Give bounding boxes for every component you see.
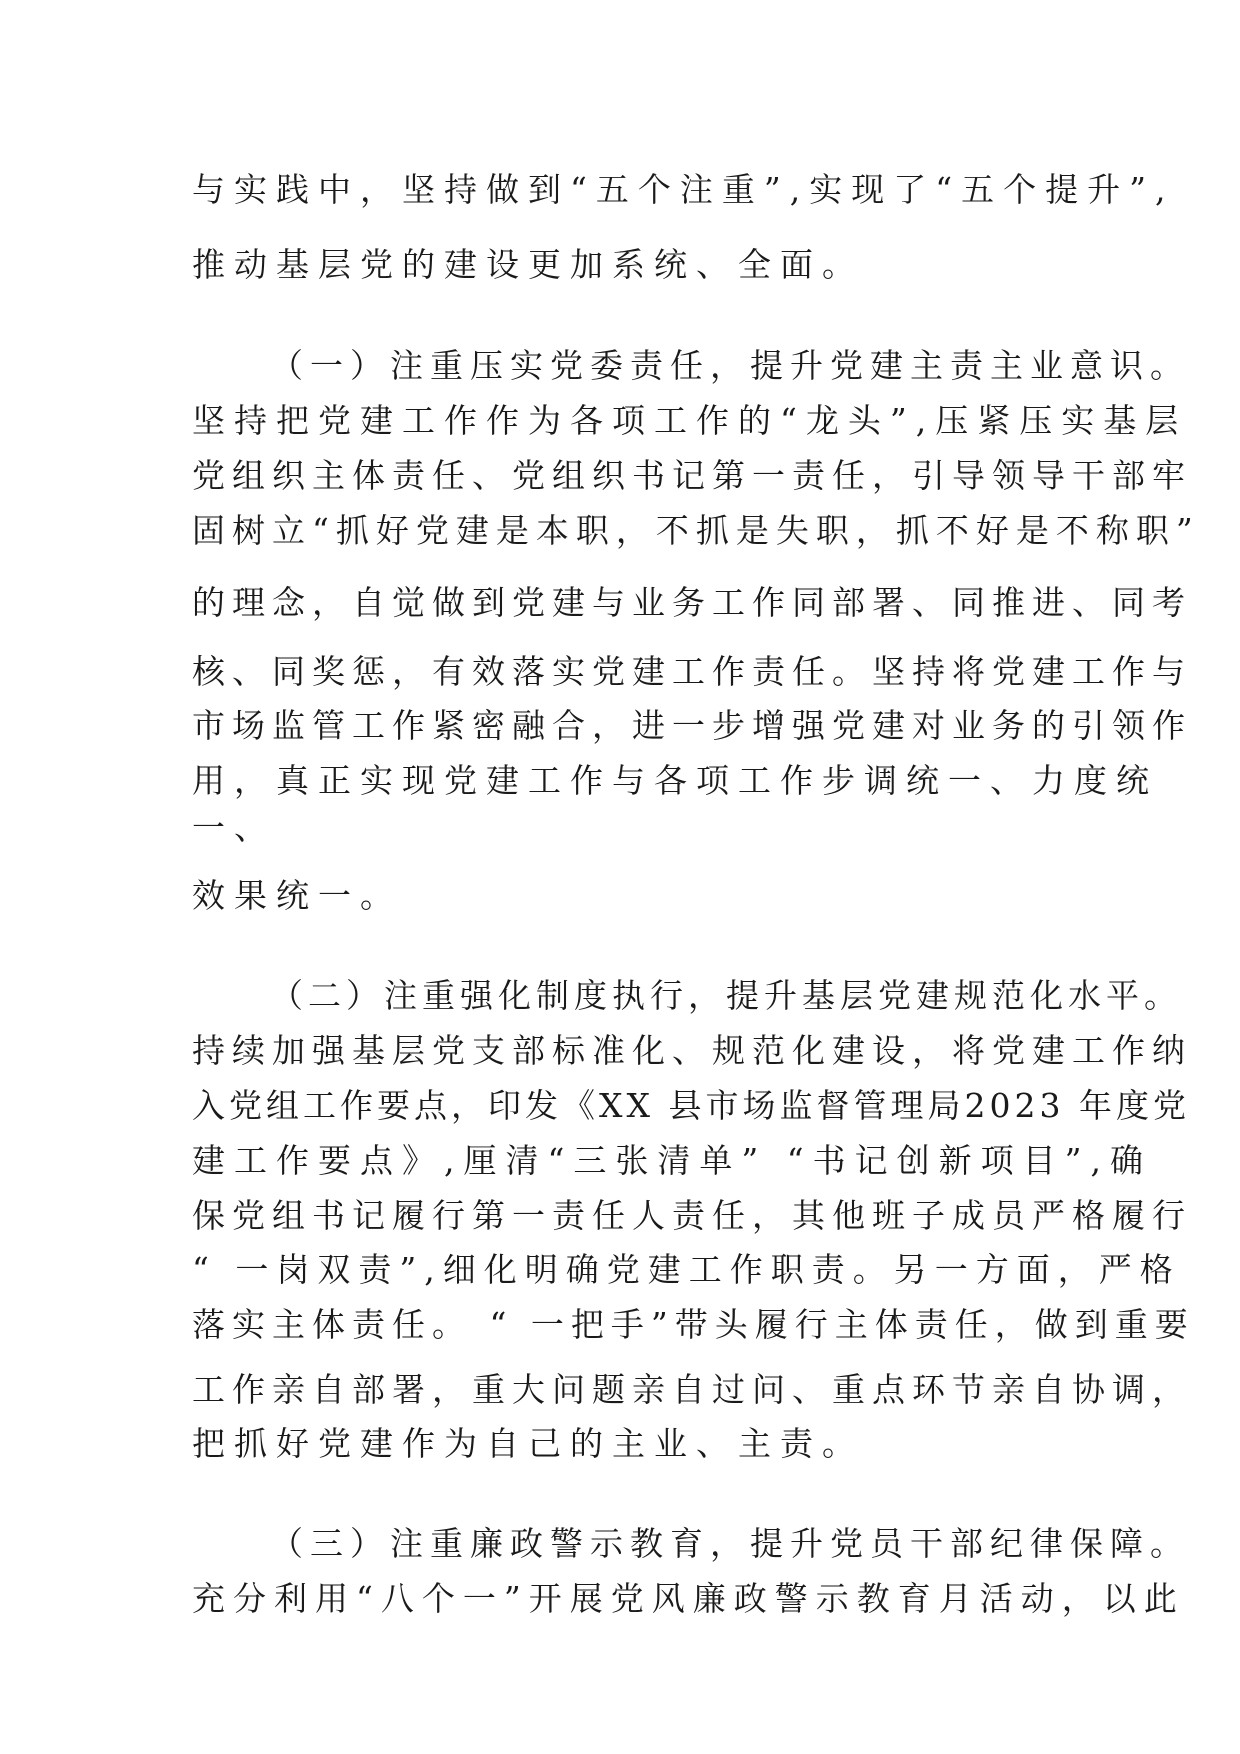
text-line: 市场监管工作紧密融合，进一步增强党建对业务的引领作 xyxy=(192,706,1192,745)
text-line: 党组织主体责任、党组织书记第一责任，引导领导干部牢 xyxy=(192,456,1192,495)
text-line: 核、同奖惩，有效落实党建工作责任。坚持将党建工作与 xyxy=(192,652,1192,691)
text-line: 坚持把党建工作作为各项工作的“龙头”,压紧压实基层 xyxy=(192,401,1188,440)
text-line: 效果统一。 xyxy=(192,876,402,915)
text-line: 落实主体责任。 “ 一把手”带头履行主体责任，做到重要 xyxy=(192,1305,1195,1344)
text-line: 工作亲自部署，重大问题亲自过问、重点环节亲自协调， xyxy=(192,1370,1192,1409)
text-line: 充分利用“八个一”开展党风廉政警示教育月活动，以此 xyxy=(192,1579,1185,1618)
text-line: 推动基层党的建设更加系统、全面。 xyxy=(192,245,864,284)
text-line: 建工作要点》,厘清“三张清单” “书记创新项目”,确 xyxy=(192,1141,1152,1180)
text-line: 持续加强基层党支部标准化、规范化建设，将党建工作纳 xyxy=(192,1031,1192,1070)
text-line: 固树立“抓好党建是本职，不抓是失职，抓不好是不称职” xyxy=(192,511,1200,550)
text-line: “ 一岗双责”,细化明确党建工作职责。另一方面，严格 xyxy=(192,1250,1181,1289)
section-heading-3: （三）注重廉政警示教育，提升党员干部纪律保障。 xyxy=(270,1524,1190,1563)
text-line: 把抓好党建作为自己的主业、主责。 xyxy=(192,1424,864,1463)
section-heading-2: （二）注重强化制度执行，提升基层党建规范化水平。 xyxy=(270,976,1182,1015)
text-line: 用，真正实现党建工作与各项工作步调统一、力度统 xyxy=(192,761,1158,800)
text-line: 保党组书记履行第一责任人责任，其他班子成员严格履行 xyxy=(192,1196,1192,1235)
text-line: 入党组工作要点，印发《XX 县市场监督管理局2023 年度党 xyxy=(192,1086,1190,1125)
text-line: 与实践中，坚持做到“五个注重”,实现了“五个提升”, xyxy=(192,170,1175,209)
text-line: 一、 xyxy=(192,808,276,847)
section-heading-1: （一）注重压实党委责任，提升党建主责主业意识。 xyxy=(270,346,1190,385)
text-line: 的理念，自觉做到党建与业务工作同部署、同推进、同考 xyxy=(192,583,1192,622)
